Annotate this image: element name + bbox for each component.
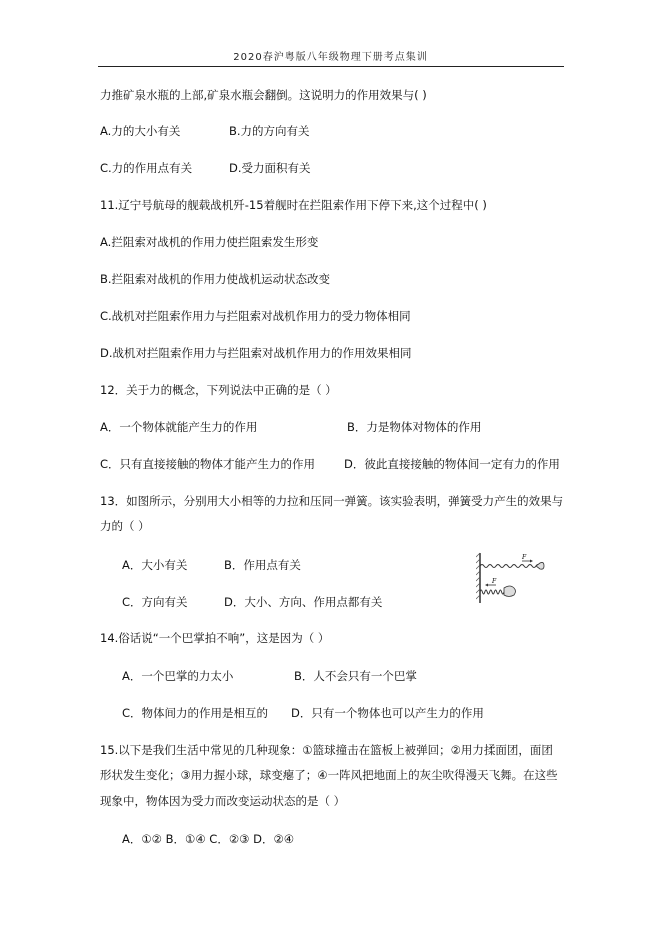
q13-option-d: D．大小、方向、作用点都有关: [224, 595, 383, 609]
q14-stem: 14.俗话说“一个巴掌拍不响”，这是因为（ ）: [100, 631, 330, 645]
q10-option-b: B.力的方向有关: [229, 124, 310, 138]
q12-option-b: B．力是物体对物体的作用: [347, 420, 482, 434]
q12-option-d: D．彼此直接接触的物体间一定有力的作用: [344, 457, 560, 471]
q14-option-c: C．物体间力的作用是相互的: [122, 706, 269, 720]
q10-option-a: A.力的大小有关: [100, 124, 181, 138]
q13-stem-line1: 13．如图所示，分别用大小相等的力拉和压同一弹簧。该实验表明，弹簧受力产生的效果与: [100, 494, 564, 508]
pulling-hand-icon: [536, 562, 544, 569]
q11-option-a: A.拦阻索对战机的作用力使拦阻索发生形变: [100, 235, 319, 249]
q15-stem-line1: 15.以下是我们生活中常见的几种现象：①篮球撞击在篮板上被弹回；②用力揉面团，面团: [100, 743, 553, 757]
q12-option-a: A．一个物体就能产生力的作用: [100, 420, 258, 434]
q13-option-c: C．方向有关: [122, 595, 188, 609]
spring-figure: [476, 551, 546, 605]
q11-option-d: D.战机对拦阻索作用力与拦阻索对战机作用力的作用效果相同: [100, 346, 412, 360]
q11-option-c: C.战机对拦阻索作用力与拦阻索对战机作用力的受力物体相同: [100, 309, 411, 323]
stretched-spring: [480, 565, 540, 568]
q13-option-a: A．大小有关: [122, 558, 188, 572]
q13-stem-line2: 力的（ ）: [100, 519, 150, 533]
q10-option-d: D.受力面积有关: [229, 161, 311, 175]
q13-option-b: B．作用点有关: [224, 558, 301, 572]
page-header: 2020春沪粤版八年级物理下册考点集训: [233, 52, 428, 63]
q15-options: A．①② B．①④ C．②③ D．②④: [122, 832, 295, 846]
q11-option-b: B.拦阻索对战机的作用力使战机运动状态改变: [100, 272, 331, 286]
q14-option-b: B．人不会只有一个巴掌: [294, 669, 417, 683]
q12-stem: 12．关于力的概念，下列说法中正确的是（ ）: [100, 383, 337, 397]
pushing-hand-icon: [504, 586, 516, 597]
q15-stem-line2: 形状发生变化；③用力握小球，球变瘪了；④一阵风把地面上的灰尘吹得漫天飞舞。在这些: [100, 768, 558, 782]
compressed-spring: [480, 590, 504, 594]
q12-option-c: C．只有直接接触的物体才能产生力的作用: [100, 457, 316, 471]
push-force-label: F: [492, 578, 497, 585]
q15-stem-line3: 现象中，物体因为受力而改变运动状态的是（ ）: [100, 794, 346, 808]
q14-option-d: D．只有一个物体也可以产生力的作用: [291, 706, 484, 720]
q10-option-c: C.力的作用点有关: [100, 161, 193, 175]
q10-tail: 力推矿泉水瓶的上部,矿泉水瓶会翻倒。这说明力的作用效果与( ): [100, 88, 427, 102]
pull-force-label: F: [522, 554, 527, 561]
q14-option-a: A．一个巴掌的力太小: [122, 669, 234, 683]
q11-stem: 11.辽宁号航母的舰载战机歼-15着舰时在拦阻索作用下停下来,这个过程中( ): [100, 198, 487, 212]
header-rule: [98, 66, 564, 67]
